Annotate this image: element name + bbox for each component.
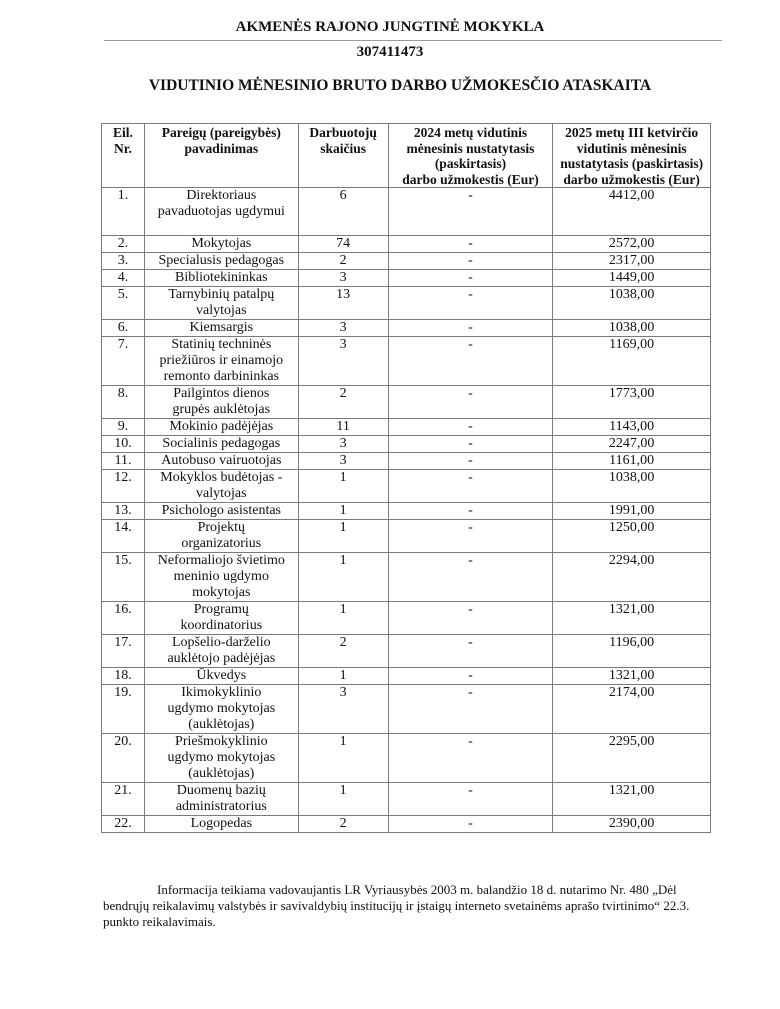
table-row [102,783,711,816]
salary-2025-q3: 1196,00 [553,635,711,668]
salary-2024: - [388,553,553,602]
row-number: 7. [102,337,145,386]
header-divider [104,40,722,41]
salary-2024: - [388,419,553,436]
row-number: 17. [102,635,145,668]
position-line: Programų [193,602,249,617]
position-name [144,419,298,436]
employee-count: 3 [298,453,388,470]
salary-table [101,123,711,833]
salary-2025-q3: 1038,00 [553,320,711,337]
position-line: Socialinis pedagogas [162,436,281,451]
header-line: Darbuotojų [309,125,377,140]
position-line: valytojas [196,303,247,318]
header-line: Eil. [113,125,133,140]
column-header-count [298,124,388,188]
table-row [102,436,711,453]
position-line: valytojas [196,486,247,501]
table-row [102,236,711,253]
table-row [102,419,711,436]
position-line: Ūkvedys [196,668,247,683]
position-name [144,520,298,553]
salary-2024: - [388,386,553,419]
row-number: 21. [102,783,145,816]
report-title: VIDUTINIO MĖNESINIO BRUTO DARBO UŽMOKESČIO ATASKAITA [148,77,652,94]
footnote: Informacija teikiama vadovaujantis LR Vyriausybės 2003 m. balandžio 18 d. nutarimo Nr. 480 „Dėl bendrųjų reikalavimų valstybės ir savivaldybių institucijų ir įstaigų interneto svetainėms aprašo tvirtinimo“ 22.3. punkto reikalavimais. [103,882,690,929]
position-name [144,553,298,602]
position-line: koordinatorius [180,618,263,633]
salary-2024: - [388,320,553,337]
position-name [144,287,298,320]
position-name [144,386,298,419]
position-line: Ikimokyklinio [181,685,262,700]
column-header-2025q3 [553,124,711,188]
table-row [102,685,711,734]
employee-count: 2 [298,253,388,270]
salary-2024: - [388,337,553,386]
position-line: priežiūros ir einamojo [159,353,284,368]
table-row [102,188,711,236]
column-header-2024 [388,124,553,188]
position-line: Logopedas [190,816,253,831]
table-row [102,520,711,553]
row-number: 6. [102,320,145,337]
position-name [144,816,298,833]
table-row [102,453,711,470]
position-line: Psichologo asistentas [161,503,281,518]
employee-count: 1 [298,553,388,602]
header-line: 2025 metų III ketvirčio [565,125,699,140]
salary-2024: - [388,816,553,833]
position-name [144,470,298,503]
table-row [102,503,711,520]
position-line: Bibliotekininkas [175,270,268,285]
employee-count: 1 [298,470,388,503]
employee-count: 1 [298,734,388,783]
table-row [102,320,711,337]
employee-count: 3 [298,270,388,287]
header-line: (paskirtasis) [434,156,507,171]
position-line: Mokinio padėjėjas [169,419,274,434]
salary-2024: - [388,734,553,783]
row-number: 3. [102,253,145,270]
header-line: 2024 metų vidutinis [413,125,528,140]
column-header-nr [102,124,145,188]
employee-count: 74 [298,236,388,253]
position-line: Priešmokyklinio [175,734,268,749]
salary-2024: - [388,253,553,270]
organization-code: 307411473 [356,44,424,60]
salary-2025-q3: 1161,00 [553,453,711,470]
employee-count: 2 [298,816,388,833]
employee-count: 13 [298,287,388,320]
table-row [102,602,711,635]
employee-count: 1 [298,668,388,685]
salary-2025-q3: 2174,00 [553,685,711,734]
position-name [144,436,298,453]
position-name [144,188,298,236]
position-line: Projektų [197,520,246,535]
table-row [102,386,711,419]
header-line: Pareigų (pareigybės) [161,125,281,140]
salary-2025-q3: 2295,00 [553,734,711,783]
row-number: 5. [102,287,145,320]
position-name [144,453,298,470]
salary-2025-q3: 1321,00 [553,783,711,816]
position-line: (auklėtojas) [188,717,255,732]
position-line: Neformaliojo švietimo [157,553,285,568]
salary-2024: - [388,602,553,635]
position-line: pavaduotojas ugdymui [157,204,285,219]
row-number: 12. [102,470,145,503]
position-name [144,783,298,816]
salary-2025-q3: 1143,00 [553,419,711,436]
position-line: auklėtojo padėjėjas [167,651,276,666]
row-number: 1. [102,188,145,236]
table-row [102,287,711,320]
salary-2025-q3: 2572,00 [553,236,711,253]
row-number: 16. [102,602,145,635]
salary-2025-q3: 2390,00 [553,816,711,833]
header-line: pavadinimas [184,140,259,156]
header-line: skaičius [320,140,367,156]
position-line: mokytojas [192,585,251,600]
position-line: Specialusis pedagogas [158,253,285,268]
table-header-row [102,124,711,188]
position-line: Pailgintos dienos [173,386,270,401]
organization-name: AKMENĖS RAJONO JUNGTINĖ MOKYKLA [235,19,545,35]
salary-2025-q3: 1991,00 [553,503,711,520]
table-row [102,668,711,685]
salary-2025-q3: 1038,00 [553,287,711,320]
row-number: 11. [102,453,145,470]
table-row [102,253,711,270]
salary-2024: - [388,453,553,470]
employee-count: 3 [298,685,388,734]
position-line: Lopšelio-darželio [171,635,271,650]
employee-count: 2 [298,386,388,419]
employee-count: 3 [298,337,388,386]
row-number: 2. [102,236,145,253]
position-name [144,734,298,783]
row-number: 9. [102,419,145,436]
row-number: 10. [102,436,145,453]
table-row [102,816,711,833]
salary-2024: - [388,436,553,453]
employee-count: 6 [298,188,388,236]
position-line: administratorius [175,799,267,814]
position-line: Statinių techninės [171,337,272,352]
salary-2024: - [388,668,553,685]
position-name [144,685,298,734]
salary-2024: - [388,635,553,668]
salary-2024: - [388,236,553,253]
position-name [144,635,298,668]
row-number: 8. [102,386,145,419]
header-line: mėnesinis nustatytasis [406,140,535,156]
table-row [102,553,711,602]
position-line: ugdymo mokytojas [167,750,276,765]
row-number: 18. [102,668,145,685]
position-name [144,668,298,685]
salary-2025-q3: 2294,00 [553,553,711,602]
position-name [144,236,298,253]
salary-2025-q3: 1038,00 [553,470,711,503]
column-header-position [144,124,298,188]
position-line: remonto darbininkas [163,369,280,384]
position-name [144,253,298,270]
employee-count: 1 [298,602,388,635]
salary-2024: - [388,470,553,503]
position-line: Autobuso vairuotojas [161,453,282,468]
header-line: darbo užmokestis (Eur) [563,171,700,187]
header-line: darbo užmokestis (Eur) [402,171,539,187]
salary-2024: - [388,520,553,553]
position-name [144,320,298,337]
position-line: meninio ugdymo [173,569,269,584]
row-number: 4. [102,270,145,287]
position-line: Duomenų bazių [176,783,266,798]
salary-2025-q3: 1250,00 [553,520,711,553]
salary-2025-q3: 1773,00 [553,386,711,419]
position-name [144,270,298,287]
table-row [102,470,711,503]
employee-count: 1 [298,503,388,520]
salary-2025-q3: 1169,00 [553,337,711,386]
salary-2025-q3: 1449,00 [553,270,711,287]
salary-2024: - [388,270,553,287]
header-line: vidutinis mėnesinis [576,140,687,156]
employee-count: 1 [298,783,388,816]
employee-count: 2 [298,635,388,668]
table-row [102,270,711,287]
row-number: 14. [102,520,145,553]
row-number: 22. [102,816,145,833]
table-row [102,635,711,668]
salary-2024: - [388,783,553,816]
employee-count: 3 [298,320,388,337]
employee-count: 1 [298,520,388,553]
position-name [144,602,298,635]
position-line: grupės auklėtojas [172,402,271,417]
position-line: Tarnybinių patalpų [168,287,275,302]
position-line: Kiemsargis [189,320,254,335]
row-number: 15. [102,553,145,602]
salary-2025-q3: 1321,00 [553,668,711,685]
row-number: 13. [102,503,145,520]
position-line: organizatorius [181,536,262,551]
employee-count: 11 [298,419,388,436]
position-line: Mokytojas [191,236,252,251]
position-line: ugdymo mokytojas [167,701,276,716]
salary-2025-q3: 2317,00 [553,253,711,270]
salary-2024: - [388,188,553,236]
salary-2025-q3: 1321,00 [553,602,711,635]
table-row [102,337,711,386]
salary-2024: - [388,287,553,320]
header-line: nustatytasis (paskirtasis) [560,156,704,171]
table-row [102,734,711,783]
employee-count: 3 [298,436,388,453]
row-number: 20. [102,734,145,783]
position-name [144,503,298,520]
salary-2025-q3: 2247,00 [553,436,711,453]
position-name [144,337,298,386]
position-line: Direktoriaus [186,188,257,203]
salary-2024: - [388,685,553,734]
table-body [102,188,711,833]
salary-2025-q3: 4412,00 [553,188,711,236]
position-line: (auklėtojas) [188,766,255,781]
salary-2024: - [388,503,553,520]
row-number: 19. [102,685,145,734]
position-line: Mokyklos budėtojas - [160,470,283,485]
header-line: Nr. [114,140,132,156]
